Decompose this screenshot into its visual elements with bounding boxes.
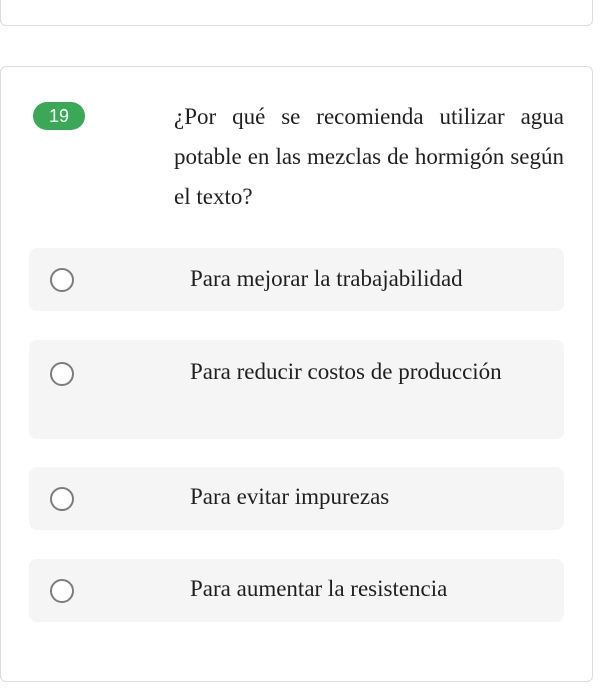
answer-option-label: Para mejorar la trabajabilidad: [190, 266, 463, 291]
question-number-badge: 19: [33, 102, 85, 130]
answer-option-3[interactable]: [29, 467, 564, 530]
radio-button-icon[interactable]: [50, 487, 74, 511]
radio-button-icon[interactable]: [50, 362, 74, 386]
answer-option-label: Para reducir costos de producción: [190, 359, 502, 384]
answer-option-label: Para evitar impurezas: [190, 484, 390, 509]
radio-button-icon[interactable]: [50, 579, 74, 603]
question-card: [0, 66, 593, 682]
previous-question-card: [0, 0, 593, 26]
answer-option-1[interactable]: [29, 248, 564, 311]
answer-option-2[interactable]: [29, 340, 564, 439]
answer-option-4[interactable]: [29, 559, 564, 622]
question-text: ¿Por qué se recomienda utilizar agua potable en las mezclas de hormigón según el texto?: [174, 104, 564, 209]
radio-button-icon[interactable]: [50, 268, 74, 292]
answer-option-label: Para aumentar la resistencia: [190, 576, 448, 601]
